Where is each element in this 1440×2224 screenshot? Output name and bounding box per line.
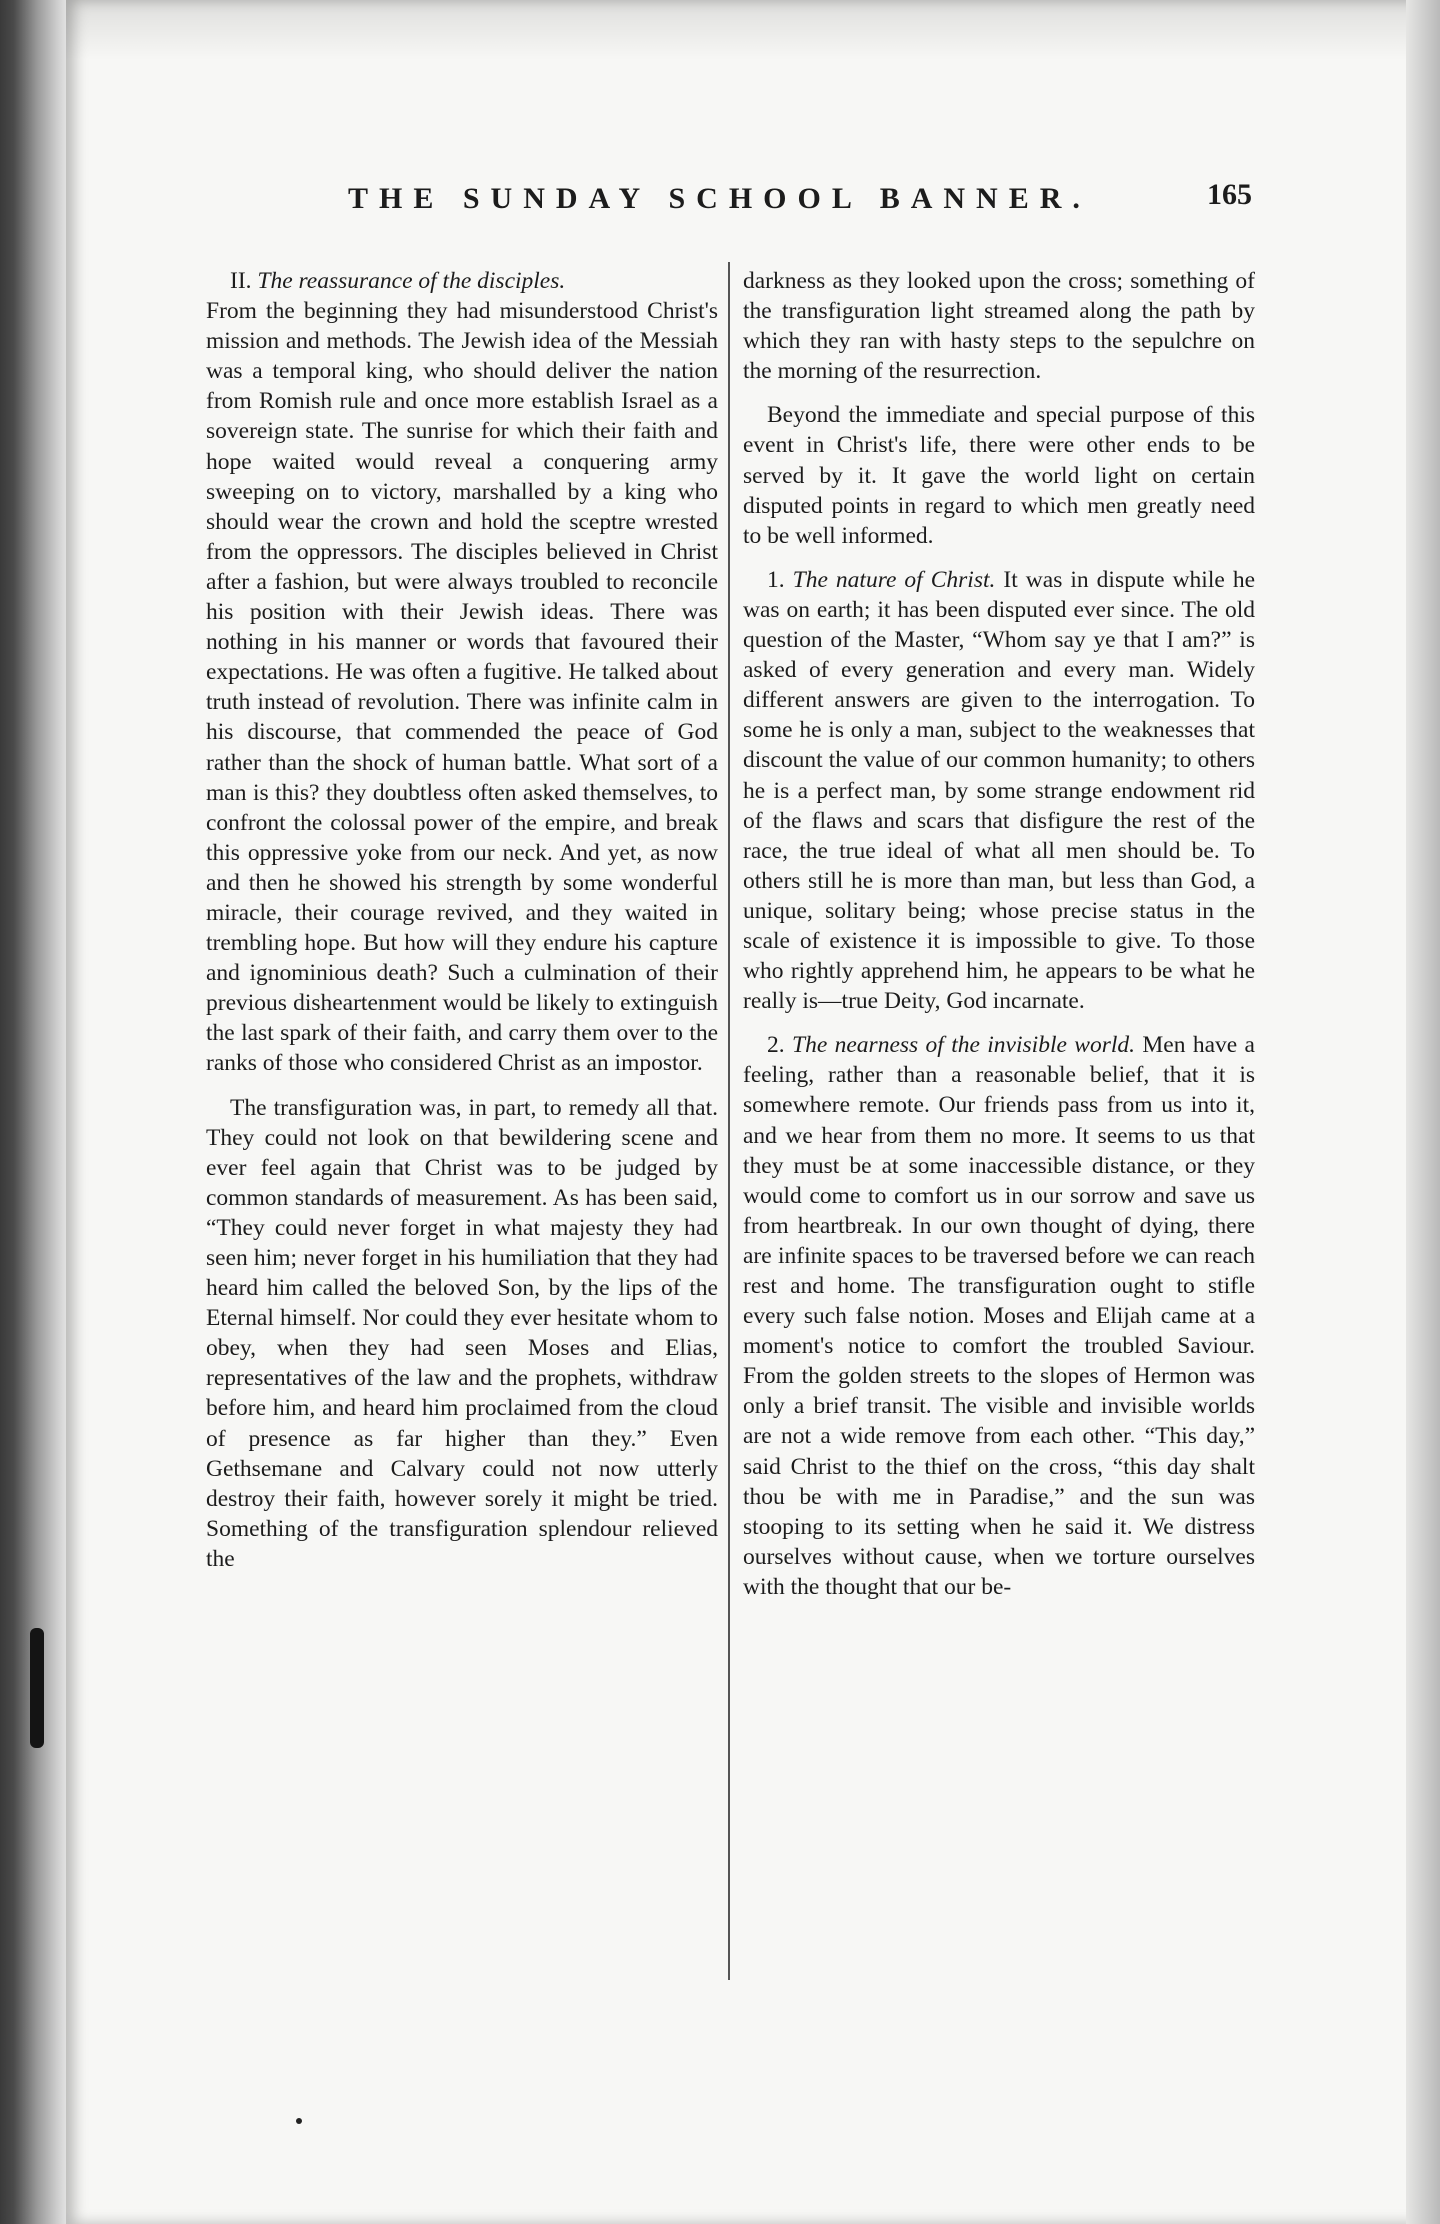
page-shading [66,0,1440,60]
right-column [743,266,1255,1602]
paragraph-text: It was in dispute while he was on earth; it has been disputed ever since. The old question of the Master, “Whom say ye that I am?” is asked of every generation and every man. Widely different answers are given to the interrogation. To some he is only a man, subject to the weaknesses that discount the value of our common humanity; to others he is a perfect man, by some strange endowment rid of the flaws and scars that disfigure the rest of the race, the true ideal of what all men should be. To others still he is more than man, but less than God, a unique, solitary being; whose precise status in the scale of existence it is impossible to give. To those who rightly apprehend him, he appears to be what he really is—true Deity, God incarnate. [743,566,1255,1015]
continued-paragraph: darkness as they looked upon the cross; something of the transfiguration light streamed along the path by which they ran with hasty steps to the sepulchre on the morning of the resurrection. [743,268,1255,385]
book-gutter [0,0,68,2224]
page-number: 165 [1207,178,1252,211]
section-heading: The reassurance of the disciples. [257,268,566,294]
running-title: THE SUNDAY SCHOOL BANNER. [348,182,1091,215]
purpose-paragraph: Beyond the immediate and special purpose of this event in Christ's life, there were other ends to be served by it. It gave the world light on certain disputed points in regard to which men greatly need to be well informed. [743,402,1255,549]
transfiguration-paragraph: The transfiguration was, in part, to remedy all that. They could not look on that bewildering scene and ever feel again that Christ was to be judged by common standards of measurement. As has been said, “They could never forget in what majesty they had seen him; never forget in his humiliation that they had heard him called the beloved Son, by the lips of the Eternal himself. Nor could they ever hesitate whom to obey, when they had seen Moses and Elias, representatives of the law and the prophets, withdraw before him, and heard him proclaimed from the cloud of presence as far higher than they.” Even Gethsemane and Calvary could not now utterly destroy their faith, however sorely it might be tried. Something of the transfiguration splendour relieved the [206,1094,718,1572]
ink-speck [296,2118,302,2124]
page-edge [1406,0,1440,2224]
left-column [206,266,718,1574]
section-numeral: II. [230,268,252,294]
page-header [282,178,1266,232]
invisible-world-paragraph [743,1030,1255,1602]
section-numeral: 2. [767,1032,785,1059]
paragraph-text: Men have a feeling, rather than a reasonable belief, that it is somewhere remote. Our friends pass from us into it, and we hear from them no more. It seems to us that they must be at some inaccessible distance, or they would come to comfort us in our sorrow and save us from heartbreak. In our own thought of dying, there are infinite spaces to be traversed before we can reach rest and home. The transfiguration ought to stifle every such false notion. Moses and Elijah came at a moment's notice to comfort the troubled Saviour. From the golden streets to the slopes of Hermon was only a brief transit. The visible and invisible worlds are not a wide remove from each other. “This day,” said Christ to the thief on the cross, “this day shalt thou be with me in Paradise,” and the sun was stooping to its setting when he said it. We distress ourselves without cause, when we torture ourselves with the thought that our be- [743,1032,1255,1600]
binding-blot [30,1628,44,1748]
section-heading: The nature of Christ. [792,566,996,593]
nature-of-christ-paragraph [743,565,1255,1016]
section-heading: The nearness of the invisible world. [792,1032,1135,1059]
section-numeral: 1. [767,566,785,593]
column-rule [728,262,730,1980]
paragraph-text: From the beginning they had misunderstood Christ's mission and methods. The Jewish idea of the Messiah was a temporal king, who should deliver the nation from Romish rule and once more establish Israel as a sovereign state. The sunrise for which their faith and hope waited would reveal a conquering army sweeping on to victory, marshalled by a king who should wear the crown and hold the sceptre wrested from the oppressors. The disciples believed in Christ after a fashion, but were always troubled to reconcile his position with their Jewish ideas. There was nothing in his manner or words that favoured their expectations. He was often a fugitive. He talked about truth instead of revolution. There was infinite calm in his discourse, that commended the peace of God rather than the shock of human battle. What sort of a man is this? they doubtless often asked themselves, to confront the colossal power of the empire, and break this oppressive yoke from our neck. And yet, as now and then he showed his strength by some wonderful miracle, their courage revived, and they waited in trembling hope. But how will they endure his capture and ignominious death? Such a culmination of their previous disheartenment would be likely to extinguish the last spark of their faith, and carry them over to the ranks of those who considered Christ as an impostor. [206,298,718,1077]
section-ii-paragraph [206,266,718,1079]
